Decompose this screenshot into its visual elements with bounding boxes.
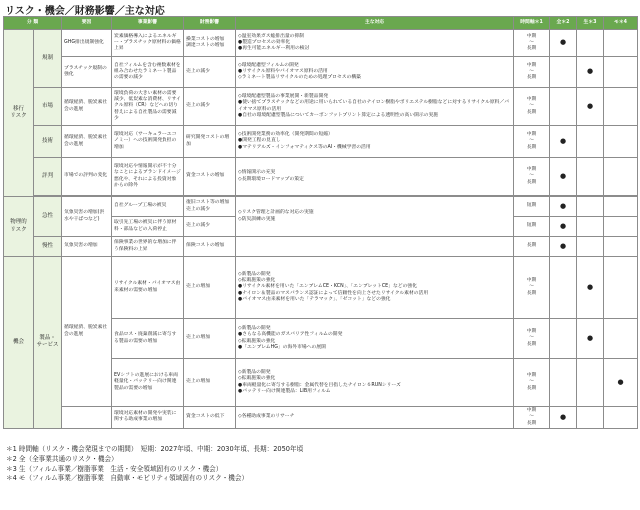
- header-time: 時間軸＊1: [514, 17, 550, 30]
- time-cell: 長期: [514, 237, 550, 257]
- finance-cell: 資金コストの低下: [184, 407, 236, 429]
- factor-cell: 気象災害の増加(洪水や干ばつなど): [62, 197, 112, 237]
- header-factor: 要因: [62, 17, 112, 30]
- header-response: 主な対応: [236, 17, 514, 30]
- all-cell: [550, 257, 577, 319]
- time-cell: 中期 ～ 長期: [514, 30, 550, 57]
- response-cell: ◇新製品の開発 ●さらなる高機能のガスバリア性フィルムの開発 ◇拡販施策の強化 ●「エンブレムHG」の海外市場への展開: [236, 319, 514, 359]
- impact-cell: 自社フィルムを含む複数素材を組み合わせたラミネート製品の需要の減少: [112, 57, 184, 88]
- category-opportunity: 機会: [4, 257, 34, 429]
- sei-cell: [577, 237, 604, 257]
- category-physical: 物理的 リスク: [4, 197, 34, 257]
- table-row: [4, 30, 638, 57]
- table-row: [4, 197, 638, 217]
- mo-cell: [604, 88, 638, 126]
- subcategory-acute: 急性: [34, 197, 62, 237]
- finance-cell: 売上の減少: [184, 57, 236, 88]
- finance-cell: 売上の減少: [184, 217, 236, 237]
- time-cell: 中期 ～ 長期: [514, 158, 550, 196]
- impact-cell: 環境対応や情報開示が不十分なことによるブランドイメージ悪化や、それによる投資対象からの除外: [112, 158, 184, 196]
- table-row: [4, 57, 638, 88]
- time-cell: 中期 ～ 長期: [514, 359, 550, 407]
- factor-cell: 気象災害の増加: [62, 237, 112, 257]
- response-cell: ◇環境配慮型製品の事業展開・新製品開発 ●使い捨てプラスチックなどの用途に用いられている自社のナイロン樹脂やポリエステル樹脂などに対するリサイクル原料／バイオマス原料の活用 ●自社の環境配慮型製品についてカーボンフットプリント算定による透明性の高い開示の実施: [236, 88, 514, 126]
- subcategory-regulation: 規制: [34, 30, 62, 88]
- impact-cell: 保険事業の世界的な増加に伴う保険料の上昇: [112, 237, 184, 257]
- time-cell: 中期 ～ 長期: [514, 126, 550, 158]
- subcategory-market: 市場: [34, 88, 62, 126]
- finance-cell: 売上の増加: [184, 359, 236, 407]
- factor-cell: 循環経済、脱炭素社会の進展: [62, 257, 112, 407]
- factor-cell: [62, 407, 112, 429]
- impact-cell: 取引先工場の被災に伴う原材料・部品などの入荷停止: [112, 217, 184, 237]
- sei-cell: [577, 407, 604, 429]
- sei-cell: [577, 158, 604, 196]
- header-row: [4, 17, 638, 30]
- table-row: [4, 237, 638, 257]
- finance-cell: 研究開発コストの増加: [184, 126, 236, 158]
- response-cell: [236, 237, 514, 257]
- header-category: 分 類: [4, 17, 62, 30]
- response-cell: ◇温室効果ガス総排出量の抑制 ●製造プロセスの効率化 ●再生可能エネルギー利用の検討: [236, 30, 514, 57]
- header-all: 全＊2: [550, 17, 577, 30]
- response-cell: ◇新製品の開発 ◇拡販施策の強化 ●リサイクル素材を用いた「エンブレムCE・KCN」、「エンブレットCE」などの強化 ●ナイロン＆製品のマスバランス認証によって信頼性を向上させたリサイクル素材の活用 ●バイオマス由来素材を用いた「テラマック」、「ゼコット」などの強化: [236, 257, 514, 319]
- impact-cell: リサイクル素材・バイオマス由来素材の需要の増加: [112, 257, 184, 319]
- mo-cell: [604, 126, 638, 158]
- response-cell: ◇情報開示の充実 ◇長期環境ロードマップの策定: [236, 158, 514, 196]
- impact-cell: 環境対応（サーキュラーエコノミー）への技術開発負担の増加: [112, 126, 184, 158]
- factor-cell: 市場での評判の変化: [62, 158, 112, 196]
- mo-cell: ●: [604, 359, 638, 407]
- sei-cell: ●: [577, 319, 604, 359]
- table-row: [4, 126, 638, 158]
- mo-cell: [604, 158, 638, 196]
- response-cell: ◇新製品の開発 ◇拡販施策の強化 ●車両軽量化に寄与する樹脂：金属代替を目指したナイロン６RUNシリーズ ●バッテリー向け関連製品：LIB用フィルム: [236, 359, 514, 407]
- mo-cell: [604, 30, 638, 57]
- impact-cell: 炭素価格導入によるエネルギー・プラスチック原材料の価格上昇: [112, 30, 184, 57]
- mo-cell: [604, 217, 638, 237]
- table-row: [4, 257, 638, 319]
- impact-cell: 環境対応素材の開発や実装に関する助成事業の増加: [112, 407, 184, 429]
- all-cell: ●: [550, 407, 577, 429]
- mo-cell: [604, 319, 638, 359]
- factor-cell: プラスチック規制の強化: [62, 57, 112, 88]
- mo-cell: [604, 237, 638, 257]
- finance-cell: 復旧コスト等の増加 売上の減少: [184, 197, 236, 217]
- mo-cell: [604, 407, 638, 429]
- factor-cell: GHG排出規制強化: [62, 30, 112, 57]
- category-transition: 移行 リスク: [4, 30, 34, 197]
- all-cell: ●: [550, 197, 577, 217]
- finance-cell: 売上の増加: [184, 257, 236, 319]
- impact-cell: 自社グループ工場の被災: [112, 197, 184, 217]
- footnotes: [6, 445, 303, 484]
- finance-cell: 保険コストの増加: [184, 237, 236, 257]
- time-cell: 中期 ～ 長期: [514, 57, 550, 88]
- subcategory-reputation: 評判: [34, 158, 62, 196]
- sei-cell: ●: [577, 57, 604, 88]
- sei-cell: [577, 30, 604, 57]
- mo-cell: [604, 257, 638, 319]
- time-cell: 中期 ～ 長期: [514, 407, 550, 429]
- all-cell: [550, 57, 577, 88]
- finance-cell: 売上の減少: [184, 88, 236, 126]
- sei-cell: [577, 126, 604, 158]
- finance-cell: 資金コストの増加: [184, 158, 236, 196]
- all-cell: [550, 88, 577, 126]
- factor-cell: 循環経済、脱炭素社会の進展: [62, 88, 112, 126]
- all-cell: [550, 319, 577, 359]
- response-cell: [236, 197, 514, 237]
- all-cell: ●: [550, 217, 577, 237]
- sei-cell: [577, 359, 604, 407]
- footnote-4: ＊4 モ（フィルム事業／樹脂事業 自動車・モビリティ領域固有のリスク・機会）: [6, 474, 249, 483]
- header-impact: 事業影響: [112, 17, 184, 30]
- footnote-2: ＊2 全（全事業共通のリスク・機会）: [6, 454, 118, 463]
- table-row: [4, 88, 638, 126]
- time-cell: 中期 ～ 長期: [514, 257, 550, 319]
- time-cell: 短期: [514, 197, 550, 217]
- sei-cell: ●: [577, 257, 604, 319]
- sei-cell: ●: [577, 88, 604, 126]
- risk-table: [3, 16, 638, 429]
- impact-cell: 食品ロス・廃棄削減に寄与する製品の需要の増加: [112, 319, 184, 359]
- response-line-1: ◇リスク管理と計画的な対応の実施: [238, 210, 314, 216]
- impact-cell: 環境負荷の大きい素材の需要減少、低炭素な消費材、リサイクル原料（CR）などへの切り替えによる自社製品の需要減少: [112, 88, 184, 126]
- all-cell: ●: [550, 126, 577, 158]
- page-title: リスク・機会／財務影響／主な対応: [5, 6, 165, 17]
- footnote-3: ＊3 生（フィルム事業／樹脂事業 生活・安全領域固有のリスク・機会）: [6, 464, 223, 473]
- subcategory-products: 製品・ サービス: [34, 257, 62, 429]
- all-cell: ●: [550, 30, 577, 57]
- sei-cell: [577, 217, 604, 237]
- response-cell: ◇環境配慮型フィルムの開発 ●リサイクル原料やバイオマス原料の活用 ◇ラミネート製品リサイクルのための処理プロセスの構築: [236, 57, 514, 88]
- impact-cell: EVシフトの進展における車両軽量化・バッテリー向け関連製品の需要の増加: [112, 359, 184, 407]
- mo-cell: [604, 197, 638, 217]
- time-cell: 短期: [514, 217, 550, 237]
- footnote-1: ＊1 時間軸（リスク・機会発現までの期間） 短期：2027年頃、中期：2030年頃、長期：2050年頃: [6, 445, 304, 453]
- response-cell: ◇各種助成事業のリサーチ: [236, 407, 514, 429]
- factor-cell: 循環経済、脱炭素社会の進展: [62, 126, 112, 158]
- sei-cell: [577, 197, 604, 217]
- subcategory-chronic: 慢性: [34, 237, 62, 257]
- table-row: [4, 158, 638, 196]
- all-cell: ●: [550, 237, 577, 257]
- mo-cell: [604, 57, 638, 88]
- all-cell: [550, 359, 577, 407]
- response-line-2: ◇防災訓練の実施: [238, 216, 276, 222]
- subcategory-technology: 技術: [34, 126, 62, 158]
- header-sei: 生＊3: [577, 17, 604, 30]
- response-cell: ◇技術開発業務の効率化（開発期間の短縮） ●開発工程の見直し ●マテリアルズ・インフォマティクス等のAI・機械学習の活用: [236, 126, 514, 158]
- time-cell: 中期 ～ 長期: [514, 319, 550, 359]
- table-row: [4, 407, 638, 429]
- finance-cell: 操業コストの増加 調達コストの増加: [184, 30, 236, 57]
- header-mo: モ＊4: [604, 17, 638, 30]
- all-cell: ●: [550, 158, 577, 196]
- header-finance: 財務影響: [184, 17, 236, 30]
- time-cell: 中期 ～ 長期: [514, 88, 550, 126]
- finance-cell: 売上の増加: [184, 319, 236, 359]
